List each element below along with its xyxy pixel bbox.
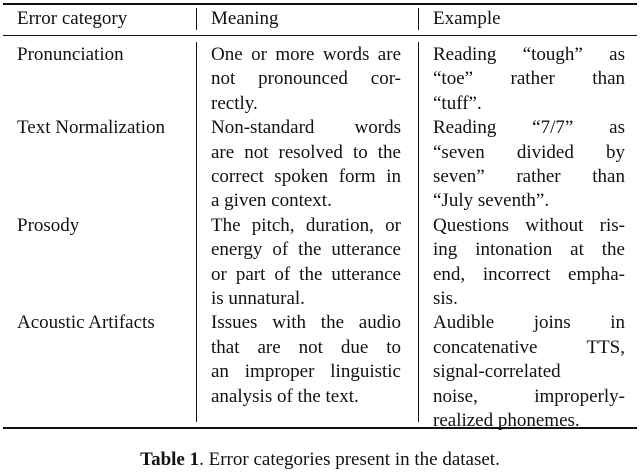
cell-example-line: sis.	[433, 288, 458, 310]
cell-meaning-line: are not resolved to the	[211, 141, 401, 163]
cell-example-line: Reading “tough” as	[433, 44, 625, 65]
cell-meaning-line: One or more words are	[211, 44, 401, 65]
cell-meaning-line: that are not due to	[211, 336, 401, 358]
table-row	[0, 311, 640, 433]
cell-example	[433, 214, 625, 312]
cell-meaning-line: Non-standard words	[211, 117, 401, 139]
cell-meaning	[211, 43, 401, 116]
cell-example-line: Questions without ris-	[433, 214, 625, 236]
cell-example-line: ing intonation at the	[433, 239, 625, 261]
cell-category: Acoustic Artifacts	[17, 312, 155, 334]
cell-meaning-line: not pronounced cor-	[211, 68, 401, 90]
cell-example	[433, 311, 625, 433]
cell-example	[433, 116, 625, 214]
cell-example-line: realized phonemes.	[433, 410, 580, 432]
cell-meaning-line: The pitch, duration, or	[211, 214, 401, 236]
cell-meaning-line: is unnatural.	[211, 288, 305, 310]
cell-example-line: Audible joins in	[433, 312, 625, 334]
caption-text: . Error categories present in the dataset.	[199, 449, 500, 470]
cell-category: Pronunciation	[17, 44, 124, 65]
table-body	[0, 43, 640, 434]
cell-meaning	[211, 214, 401, 312]
cell-meaning-line: correct spoken form in	[211, 166, 401, 188]
cell-example-line: signal-correlated	[433, 361, 561, 383]
cell-meaning	[211, 311, 401, 409]
cell-example-line: noise, improperly-	[433, 385, 625, 407]
cell-category: Prosody	[17, 214, 80, 236]
cell-meaning-line: an improper linguistic	[211, 361, 401, 383]
table-caption	[0, 448, 640, 472]
table-header-rule	[3, 35, 637, 36]
table-row	[0, 214, 640, 312]
cell-meaning-line: rectly.	[211, 92, 258, 114]
cell-example-line: “tuff”.	[433, 92, 482, 114]
table-top-rule	[3, 3, 637, 5]
column-divider	[418, 8, 419, 30]
cell-meaning	[211, 116, 401, 214]
header-meaning: Meaning	[211, 8, 279, 29]
cell-example-line: “seven divided by	[433, 141, 625, 163]
table-row	[0, 43, 640, 116]
cell-example-line: “toe” rather than	[433, 68, 625, 90]
cell-meaning-line: a given context.	[211, 190, 332, 212]
cell-meaning-line: or part of the utterance	[211, 263, 401, 285]
cell-example-line: Reading “7/7” as	[433, 117, 625, 139]
caption-label: Table 1	[140, 449, 200, 470]
cell-meaning-line: energy of the utterance	[211, 239, 401, 261]
cell-category: Text Normalization	[17, 117, 165, 139]
cell-example-line: “July seventh”.	[433, 190, 550, 212]
cell-example-line: seven” rather than	[433, 166, 625, 188]
cell-example-line: end, incorrect empha-	[433, 263, 625, 285]
cell-meaning-line: Issues with the audio	[211, 312, 401, 334]
header-error-category: Error category	[17, 8, 128, 29]
cell-example-line: concatenative TTS,	[433, 336, 625, 358]
header-example: Example	[433, 8, 501, 29]
cell-meaning-line: analysis of the text.	[211, 385, 359, 407]
table-row	[0, 116, 640, 214]
cell-example	[433, 43, 625, 116]
column-divider	[196, 8, 197, 30]
